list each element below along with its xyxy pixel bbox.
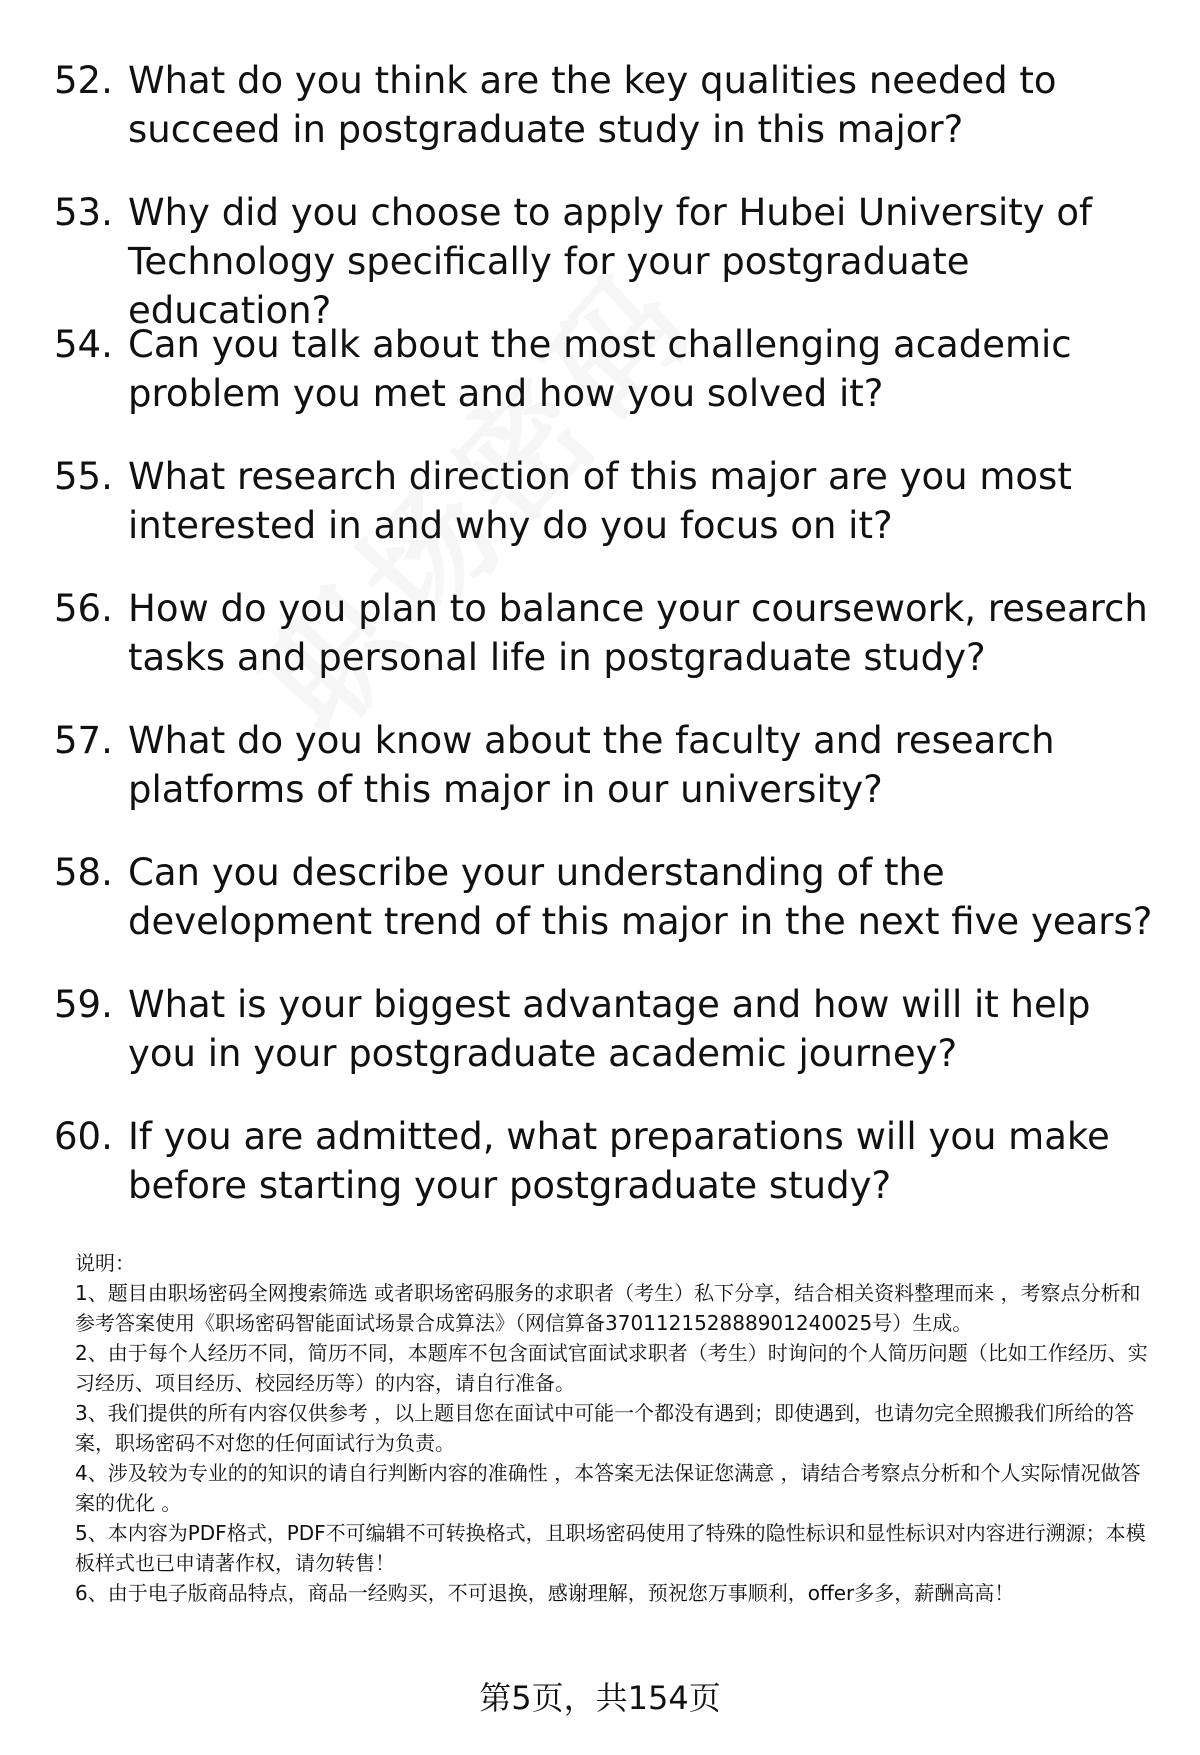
question-number: 56. bbox=[54, 587, 113, 630]
question-list bbox=[0, 56, 1200, 1244]
notes-item: 1、题目由职场密码全网搜索筛选 或者职场密码服务的求职者（考生）私下分享，结合相关资料整理而来 ，考察点分析和参考答案使用《职场密码智能面试场景合成算法》（网信算备370112152888901240025号）生成。 bbox=[75, 1281, 1141, 1335]
notes-item: 5、本内容为PDF格式，PDF不可编辑不可转换格式，且职场密码使用了特殊的隐性标识和显性标识对内容进行溯源；本模板样式也已申请著作权，请勿转售！ bbox=[75, 1521, 1146, 1575]
question-text: What do you know about the faculty and research platforms of this major in our university? bbox=[128, 719, 1055, 811]
notes-item: 2、由于每个人经历不同，简历不同，本题库不包含面试官面试求职者（考生）时询问的个人简历问题（比如工作经历、实习经历、项目经历、校园经历等）的内容，请自行准备。 bbox=[75, 1341, 1148, 1395]
question-item bbox=[0, 980, 1200, 1112]
question-text: If you are admitted, what preparations will you make before starting your postgraduate study? bbox=[128, 1115, 1110, 1207]
question-number: 53. bbox=[54, 191, 113, 234]
question-text: What do you think are the key qualities needed to succeed in postgraduate study in this major? bbox=[128, 59, 1057, 151]
question-text: Can you talk about the most challenging academic problem you met and how you solved it? bbox=[128, 323, 1072, 415]
question-item bbox=[0, 56, 1200, 188]
page-number: 第5页，共154页 bbox=[479, 1679, 721, 1717]
question-number: 60. bbox=[54, 1115, 113, 1158]
question-item bbox=[0, 188, 1200, 332]
notes-heading: 说明： bbox=[75, 1251, 135, 1275]
question-item bbox=[0, 452, 1200, 584]
question-item bbox=[0, 848, 1200, 980]
question-number: 55. bbox=[54, 455, 113, 498]
question-number: 54. bbox=[54, 323, 113, 366]
question-item bbox=[0, 716, 1200, 848]
question-text: What research direction of this major are you most interested in and why do you focus on it? bbox=[128, 455, 1072, 547]
question-item bbox=[0, 1112, 1200, 1244]
notes-item: 3、我们提供的所有内容仅供参考 ，以上题目您在面试中可能一个都没有遇到；即使遇到，也请勿完全照搬我们所给的答案，职场密码不对您的任何面试行为负责。 bbox=[75, 1401, 1135, 1455]
question-item bbox=[0, 320, 1200, 452]
question-text: Can you describe your understanding of the development trend of this major in the next five years? bbox=[128, 851, 1153, 943]
question-text: Why did you choose to apply for Hubei University of Technology specifically for your postgraduate education? bbox=[128, 191, 1093, 332]
question-text: What is your biggest advantage and how will it help you in your postgraduate academic journey? bbox=[128, 983, 1091, 1075]
notes-item: 6、由于电子版商品特点，商品一经购买，不可退换，感谢理解，预祝您万事顺利，offer多多，薪酬高高！ bbox=[75, 1581, 1015, 1605]
question-number: 57. bbox=[54, 719, 113, 762]
notes-section bbox=[75, 1248, 1155, 1608]
question-number: 59. bbox=[54, 983, 113, 1026]
question-number: 58. bbox=[54, 851, 113, 894]
notes-item: 4、涉及较为专业的的知识的请自行判断内容的准确性 ，本答案无法保证您满意 ，请结合考察点分析和个人实际情况做答案的优化 。 bbox=[75, 1461, 1141, 1515]
question-text: How do you plan to balance your coursework, research tasks and personal life in postgraduate study? bbox=[128, 587, 1148, 679]
question-number: 52. bbox=[54, 59, 113, 102]
question-item bbox=[0, 584, 1200, 716]
